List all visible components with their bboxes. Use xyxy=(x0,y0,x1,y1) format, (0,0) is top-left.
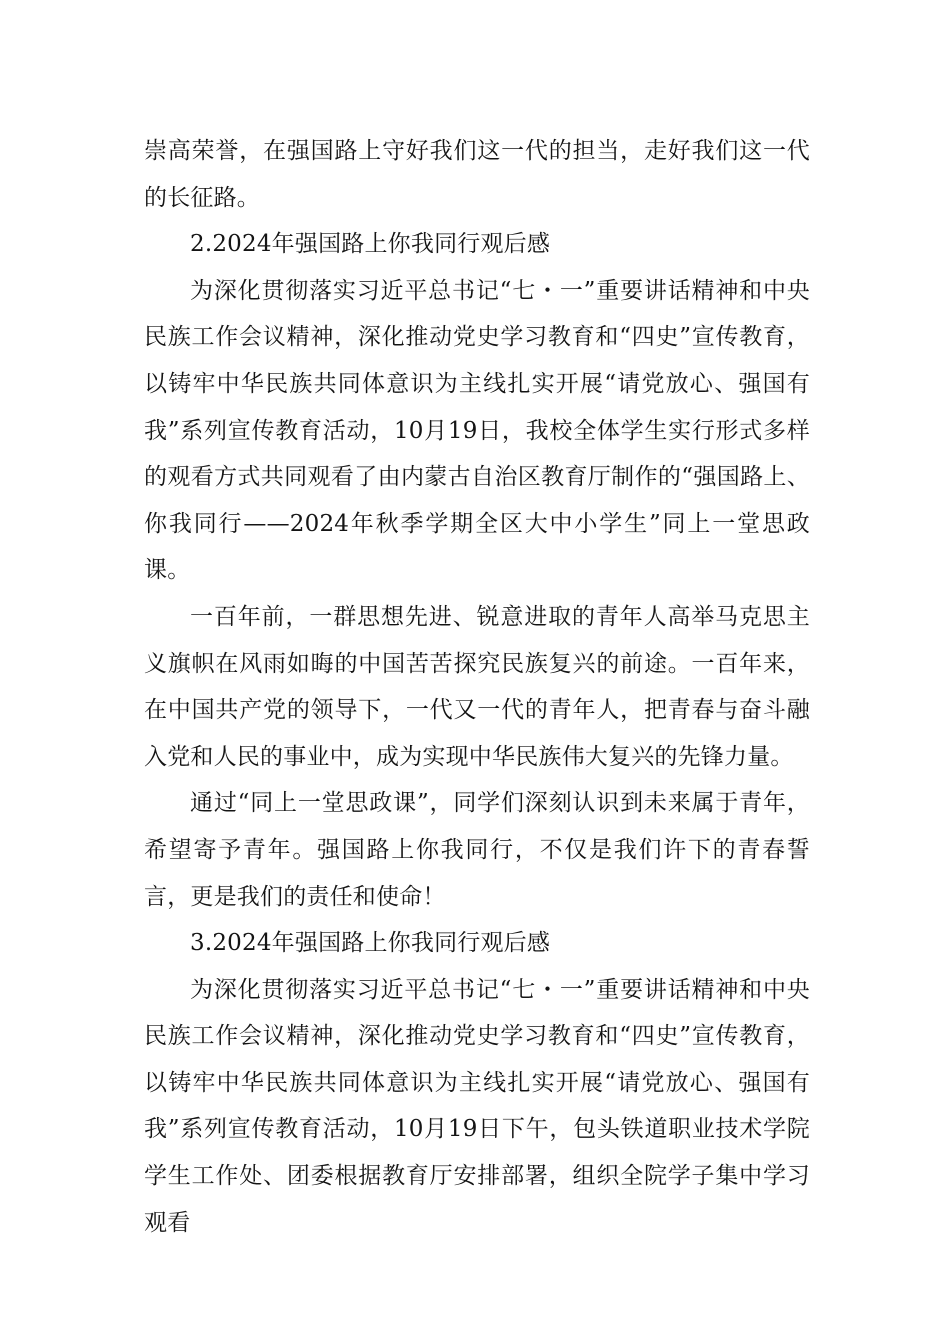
paragraph-3-intro: 为深化贯彻落实习近平总书记“七・一”重要讲话精神和中央民族工作会议精神，深化推动党史学习教育和“四史”宣传教育，以铸牢中华民族共同体意识为主线扎实开展“请党放心、强国有我”系列宣传教育活动，10月19日下午，包头铁道职业技术学院学生工作处、团委根据教育厅安排部署，组织全院学子集中学习观看 xyxy=(144,976,810,1236)
paragraph-2-history: 一百年前，一群思想先进、锐意进取的青年人高举马克思主义旗帜在风雨如晦的中国苦苦探究民族复兴的前途。一百年来，在中国共产党的领导下，一代又一代的青年人，把青春与奋斗融入党和人民的事业中，成为实现中华民族伟大复兴的先锋力量。 xyxy=(144,603,810,770)
paragraph-2-conclusion: 通过“同上一堂思政课”，同学们深刻认识到未来属于青年，希望寄予青年。强国路上你我同行，不仅是我们许下的青春誓言，更是我们的责任和使命！ xyxy=(144,790,810,910)
section-heading-3: 3.2024年强国路上你我同行观后感 xyxy=(190,930,551,957)
document-body xyxy=(144,128,810,1246)
paragraph-continuation: 崇高荣誉，在强国路上守好我们这一代的担当，走好我们这一代的长征路。 xyxy=(144,138,810,211)
paragraph-2-intro: 为深化贯彻落实习近平总书记“七・一”重要讲话精神和中央民族工作会议精神，深化推动党史学习教育和“四史”宣传教育，以铸牢中华民族共同体意识为主线扎实开展“请党放心、强国有我”系列宣传教育活动，10月19日，我校全体学生实行形式多样的观看方式共同观看了由内蒙古自治区教育厅制作的“强国路上、你我同行——2024年秋季学期全区大中小学生”同上一堂思政课。 xyxy=(144,277,810,584)
section-heading-2: 2.2024年强国路上你我同行观后感 xyxy=(190,231,551,258)
